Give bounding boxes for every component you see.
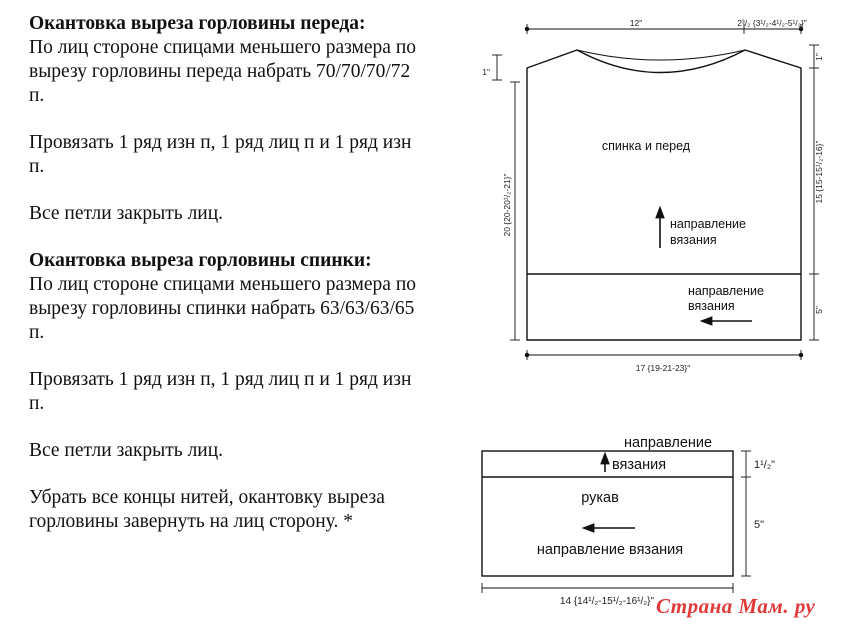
total-length-label: 20 {20-20¹/₂-21}"	[502, 173, 512, 237]
neck-width-label: 12"	[629, 18, 643, 28]
sleeve-cuff-length-label: 1¹/₂"	[754, 459, 776, 471]
right-drop-label: 1"	[814, 53, 824, 61]
front-neckband-step-3: Все петли закрыть лиц.	[29, 203, 224, 224]
rib-length-label: 5"	[814, 306, 824, 314]
upper-length-label: 15 {15-15¹/₂-16}"	[814, 140, 824, 204]
shoulder-width-label: 2³/₂ {3¹/₂-4¹/₂-5¹/₂}"	[737, 18, 807, 28]
sleeve-direction-bottom: направление вязания	[536, 542, 684, 558]
sleeve-body-length-label: 5"	[754, 519, 765, 531]
left-drop-label: 1"	[482, 67, 490, 77]
front-neckband-step-1: По лиц стороне спицами меньшего размера по вырезу горловины переда набрать 70/70/70/72 п.	[29, 37, 417, 106]
width-dimension	[525, 350, 803, 360]
back-neckband-step-1: По лиц стороне спицами меньшего размера по вырезу горловины спинки набрать 63/63/63/65 п.	[29, 274, 417, 343]
sleeve-width-dimension	[482, 583, 733, 593]
direction-label-line-1: направление	[670, 217, 746, 231]
rib-direction-label-line-1: направление	[688, 284, 764, 298]
width-label: 17 {19-21-23}"	[635, 363, 691, 373]
watermark-suffix: . ру	[783, 594, 816, 618]
sleeve-piece-label: рукав	[581, 490, 619, 506]
back-neckband-step-3: Все петли закрыть лиц.	[29, 440, 224, 461]
finishing-step: Убрать все концы нитей, окантовку выреза горловины завернуть на лиц сторону. *	[29, 487, 385, 532]
rib-direction-label-line-2: вязания	[688, 299, 735, 313]
sleeve-direction-top-line-1: направление	[623, 435, 713, 451]
watermark-name: Страна Мам	[656, 594, 784, 618]
sleeve-width-label: 14 {14¹/₂-15¹/₂-16¹/₂}"	[559, 596, 655, 607]
sleeve-right-dimensions	[741, 451, 751, 576]
sleeve-direction-top-line-2: вязания	[612, 457, 667, 473]
body-piece-label: спинка и перед	[601, 139, 691, 153]
direction-label-line-2: вязания	[670, 233, 717, 247]
front-neckband-title: Окантовка выреза горловины переда:	[29, 13, 366, 34]
watermark-logo	[656, 594, 815, 619]
front-neckband-step-2: Провязать 1 ряд изн п, 1 ряд лиц п и 1 ряд изн п.	[29, 132, 412, 177]
back-neckband-title: Окантовка выреза горловины спинки:	[29, 250, 372, 271]
left-drop-dimension	[492, 55, 502, 80]
back-neckband-step-2: Провязать 1 ряд изн п, 1 ряд лиц п и 1 ряд изн п.	[29, 369, 412, 414]
